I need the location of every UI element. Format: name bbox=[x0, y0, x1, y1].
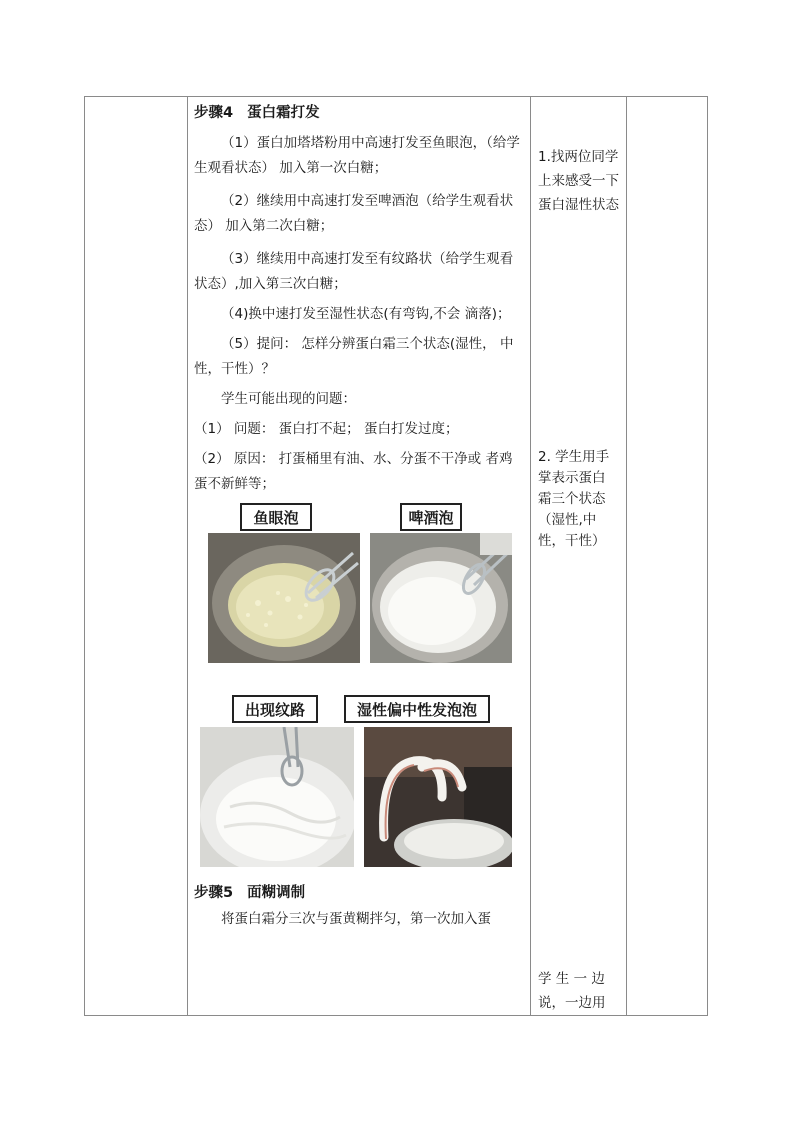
teaching-content-cell bbox=[188, 97, 529, 1015]
step4-heading bbox=[194, 103, 523, 123]
activity-touch-meringue bbox=[532, 145, 627, 217]
step5-label: 步骤5 bbox=[194, 885, 234, 901]
photo-label-ridges: 出现纹路 bbox=[232, 695, 318, 723]
step5-title: 面糊调制 bbox=[247, 885, 306, 901]
fish-eye-bubbles-photo bbox=[208, 533, 360, 663]
activity-2-text: 2. 学生用手 掌表示蛋白 霜三个状态 （湿性,中 性，干性） bbox=[538, 449, 610, 549]
photo-label-beer: 啤酒泡 bbox=[400, 503, 462, 531]
ridges-photo bbox=[200, 727, 354, 867]
step5-text: 将蛋白霜分三次与蛋黄糊拌匀，第一次加入蛋 bbox=[221, 911, 491, 927]
beer-bubbles-photo bbox=[370, 533, 512, 663]
step5-heading bbox=[194, 883, 523, 903]
step4-title: 蛋白霜打发 bbox=[247, 105, 320, 121]
step4-item-1: （1）蛋白加塔塔粉用中高速打发至鱼眼泡，（给学生观看状态） 加入第一次白糖； bbox=[194, 135, 520, 176]
problem-2: （2） 原因： 打蛋桶里有油、水、分蛋不干净或 者鸡蛋不新鲜等； bbox=[194, 451, 513, 492]
soft-peak-photo bbox=[364, 727, 512, 867]
photo-label-fish-eye: 鱼眼泡 bbox=[240, 503, 312, 531]
lesson-plan-table bbox=[84, 96, 708, 1016]
column-divider bbox=[530, 97, 531, 1015]
activity-1-text: 1.找两位同学上来感受一下蛋白湿性状态 bbox=[538, 149, 619, 213]
problem-1: （1） 问题： 蛋白打不起； 蛋白打发过度； bbox=[194, 421, 459, 437]
step4-item-4: （4)换中速打发至湿性状态(有弯钩,不会 滴落)； bbox=[221, 306, 511, 322]
problems-intro: 学生可能出现的问题： bbox=[221, 391, 356, 407]
step4-item-3: （3）继续用中高速打发至有纹路状（给学生观看状态）,加入第三次白糖； bbox=[194, 251, 514, 292]
activity-hand-gesture bbox=[532, 447, 627, 552]
photo-label-soft-peak: 湿性偏中性发泡泡 bbox=[344, 695, 490, 723]
activity-speak bbox=[532, 967, 627, 1015]
step4-item-5: （5）提问： 怎样分辨蛋白霜三个状态(湿性， 中性，干性）？ bbox=[194, 336, 514, 377]
step4-label: 步骤4 bbox=[194, 105, 234, 121]
activity-3-text: 学 生 一 边说，一边用 bbox=[538, 971, 606, 1011]
meringue-photo-grid bbox=[194, 503, 523, 873]
column-divider bbox=[626, 97, 627, 1015]
step4-item-2: （2）继续用中高速打发至啤酒泡（给学生观看状态） 加入第二次白糖； bbox=[194, 193, 514, 234]
